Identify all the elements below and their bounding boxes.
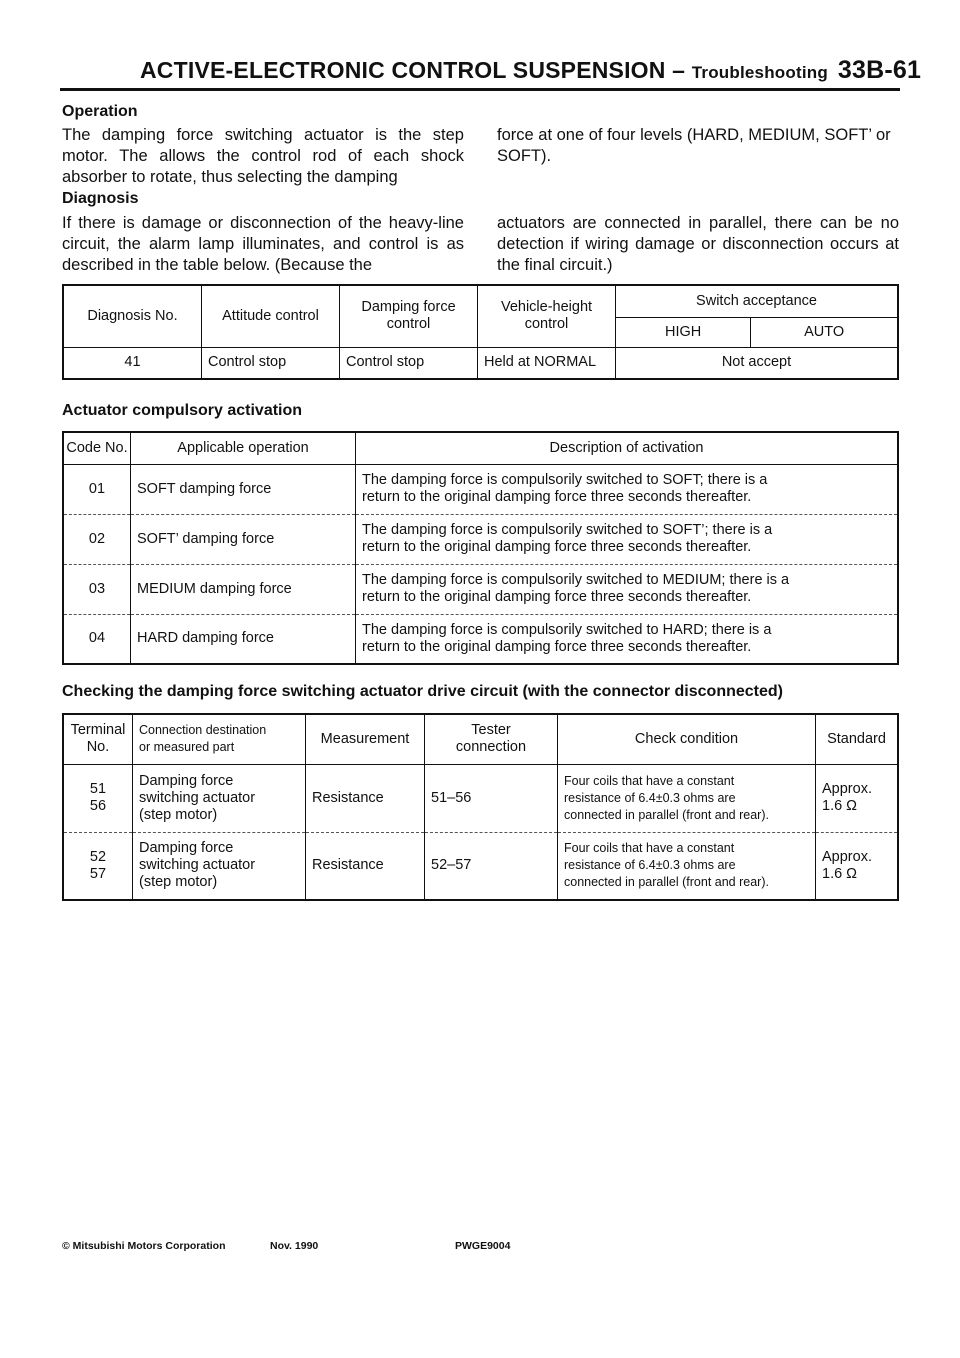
condition-line: Four coils that have a constant xyxy=(564,773,735,788)
cell-operation: SOFT’ damping force xyxy=(131,514,356,564)
cell-measurement: Resistance xyxy=(306,764,425,832)
part-line: (step motor) xyxy=(139,806,218,823)
col-standard: Standard xyxy=(816,714,899,764)
col-tester-connection xyxy=(425,714,558,764)
header-subtitle: Troubleshooting xyxy=(691,63,828,82)
description-line: The damping force is compulsorily switched to MEDIUM; there is a xyxy=(362,572,790,588)
terminal-value: 57 xyxy=(89,865,107,882)
cell-description xyxy=(356,514,899,564)
cell-description xyxy=(356,464,899,514)
cell-terminal xyxy=(63,764,133,832)
cell-measured-part xyxy=(133,764,306,832)
col-damping-control: Damping force control xyxy=(340,285,478,347)
description-line: return to the original damping force three seconds thereafter. xyxy=(362,589,752,605)
cell-diagnosis-no: 41 xyxy=(63,347,202,379)
condition-line: resistance of 6.4±0.3 ohms are xyxy=(564,790,736,805)
operation-text-right: force at one of four levels (HARD, MEDIUM, SOFT’ or SOFT). xyxy=(497,126,891,165)
cell-switch: Not accept xyxy=(616,347,899,379)
description-line: The damping force is compulsorily switched to HARD; there is a xyxy=(362,621,772,638)
terminal-value: 56 xyxy=(89,798,107,814)
footer-copyright: © Mitsubishi Motors Corporation xyxy=(62,1240,226,1252)
operation-text-left: The damping force switching actuator is the step motor. The allows the control rod of each shock absorber to rotate, thus selecting the damping xyxy=(62,126,464,186)
cell-code: 02 xyxy=(63,514,131,564)
col-connection-destination xyxy=(133,714,306,764)
description-line: return to the original damping force three seconds thereafter. xyxy=(362,638,752,655)
checking-heading: Checking the damping force switching actuator drive circuit (with the connector disconnected) xyxy=(62,683,783,700)
cell-damping: Control stop xyxy=(340,347,478,379)
diagnosis-text-left: If there is damage or disconnection of the heavy-line circuit, the alarm lamp illuminates, and control is as described in the table below. (Because the xyxy=(62,214,464,274)
actuator-heading: Actuator compulsory activation xyxy=(62,402,303,419)
cell-condition xyxy=(558,764,816,832)
col-high: HIGH xyxy=(616,317,751,347)
terminal-value: 52 xyxy=(89,848,107,865)
condition-line: connected in parallel (front and rear). xyxy=(564,875,769,890)
table-row xyxy=(63,764,898,832)
cell-vehicle-height: Held at NORMAL xyxy=(478,347,616,379)
table-row xyxy=(63,464,898,514)
col-terminal-no xyxy=(63,714,133,764)
cell-standard xyxy=(816,764,899,832)
actuator-table xyxy=(62,431,899,665)
col-description: Description of activation xyxy=(356,432,899,464)
description-line: The damping force is compulsorily switched to SOFT; there is a xyxy=(362,472,768,488)
col-applicable-operation: Applicable operation xyxy=(131,432,356,464)
cell-measured-part xyxy=(133,832,306,900)
header-line: Connection destination xyxy=(139,723,267,738)
cell-measurement: Resistance xyxy=(306,832,425,900)
header-dash: – xyxy=(665,57,692,83)
condition-line: Four coils that have a constant xyxy=(564,841,735,856)
cell-code: 03 xyxy=(63,564,131,614)
condition-line: resistance of 6.4±0.3 ohms are xyxy=(564,858,736,873)
operation-heading: Operation xyxy=(62,103,138,120)
standard-line: 1.6 Ω xyxy=(822,865,858,882)
col-diagnosis-no: Diagnosis No. xyxy=(63,285,202,347)
description-line: return to the original damping force three seconds thereafter. xyxy=(362,539,752,555)
part-line: (step motor) xyxy=(139,874,218,891)
header-line: or measured part xyxy=(139,740,235,755)
table-row xyxy=(63,832,898,900)
cell-description xyxy=(356,564,899,614)
description-line: return to the original damping force three seconds thereafter. xyxy=(362,489,752,505)
footer-code: PWGE9004 xyxy=(455,1240,511,1252)
header-rule xyxy=(60,88,900,91)
col-attitude-control: Attitude control xyxy=(202,285,340,347)
condition-line: connected in parallel (front and rear). xyxy=(564,807,769,822)
col-switch-acceptance: Switch acceptance xyxy=(616,285,899,317)
cell-operation: MEDIUM damping force xyxy=(131,564,356,614)
col-check-condition: Check condition xyxy=(558,714,816,764)
cell-tester: 51–56 xyxy=(425,764,558,832)
part-line: switching actuator xyxy=(139,857,256,874)
cell-standard xyxy=(816,832,899,900)
description-line: The damping force is compulsorily switched to SOFT’; there is a xyxy=(362,522,773,538)
cell-condition xyxy=(558,832,816,900)
cell-tester: 52–57 xyxy=(425,832,558,900)
standard-line: Approx. xyxy=(822,848,872,865)
cell-code: 01 xyxy=(63,464,131,514)
header-line: Terminal xyxy=(70,722,126,739)
standard-line: 1.6 Ω xyxy=(822,798,858,814)
cell-code: 04 xyxy=(63,614,131,664)
diagnosis-text-right: actuators are connected in parallel, there can be no detection if wiring damage or disconnection occurs at the final circuit.) xyxy=(497,214,899,274)
cell-description xyxy=(356,614,899,664)
header-title: ACTIVE-ELECTRONIC CONTROL SUSPENSION xyxy=(140,57,666,83)
part-line: switching actuator xyxy=(139,789,256,806)
table-row xyxy=(63,514,898,564)
header-line: connection xyxy=(455,739,527,756)
col-auto: AUTO xyxy=(751,317,898,347)
cell-operation: SOFT damping force xyxy=(131,464,356,514)
page-number: 33B-61 xyxy=(837,56,922,84)
checking-table xyxy=(62,713,899,901)
cell-terminal xyxy=(63,832,133,900)
table-row xyxy=(63,614,898,664)
standard-line: Approx. xyxy=(822,781,872,797)
diagnosis-table xyxy=(62,284,899,380)
cell-operation: HARD damping force xyxy=(131,614,356,664)
header-line: Tester xyxy=(471,722,511,739)
col-vehicle-height: Vehicle-height control xyxy=(478,285,616,347)
table-row xyxy=(63,347,898,379)
terminal-value: 51 xyxy=(89,781,107,797)
page-header xyxy=(140,56,921,85)
diagnosis-heading: Diagnosis xyxy=(62,190,139,207)
cell-attitude: Control stop xyxy=(202,347,340,379)
part-line: Damping force xyxy=(139,772,234,789)
footer-date: Nov. 1990 xyxy=(270,1240,319,1252)
header-line: No. xyxy=(86,739,110,756)
table-row xyxy=(63,564,898,614)
col-code-no: Code No. xyxy=(63,432,131,464)
col-measurement: Measurement xyxy=(306,714,425,764)
part-line: Damping force xyxy=(139,840,234,857)
